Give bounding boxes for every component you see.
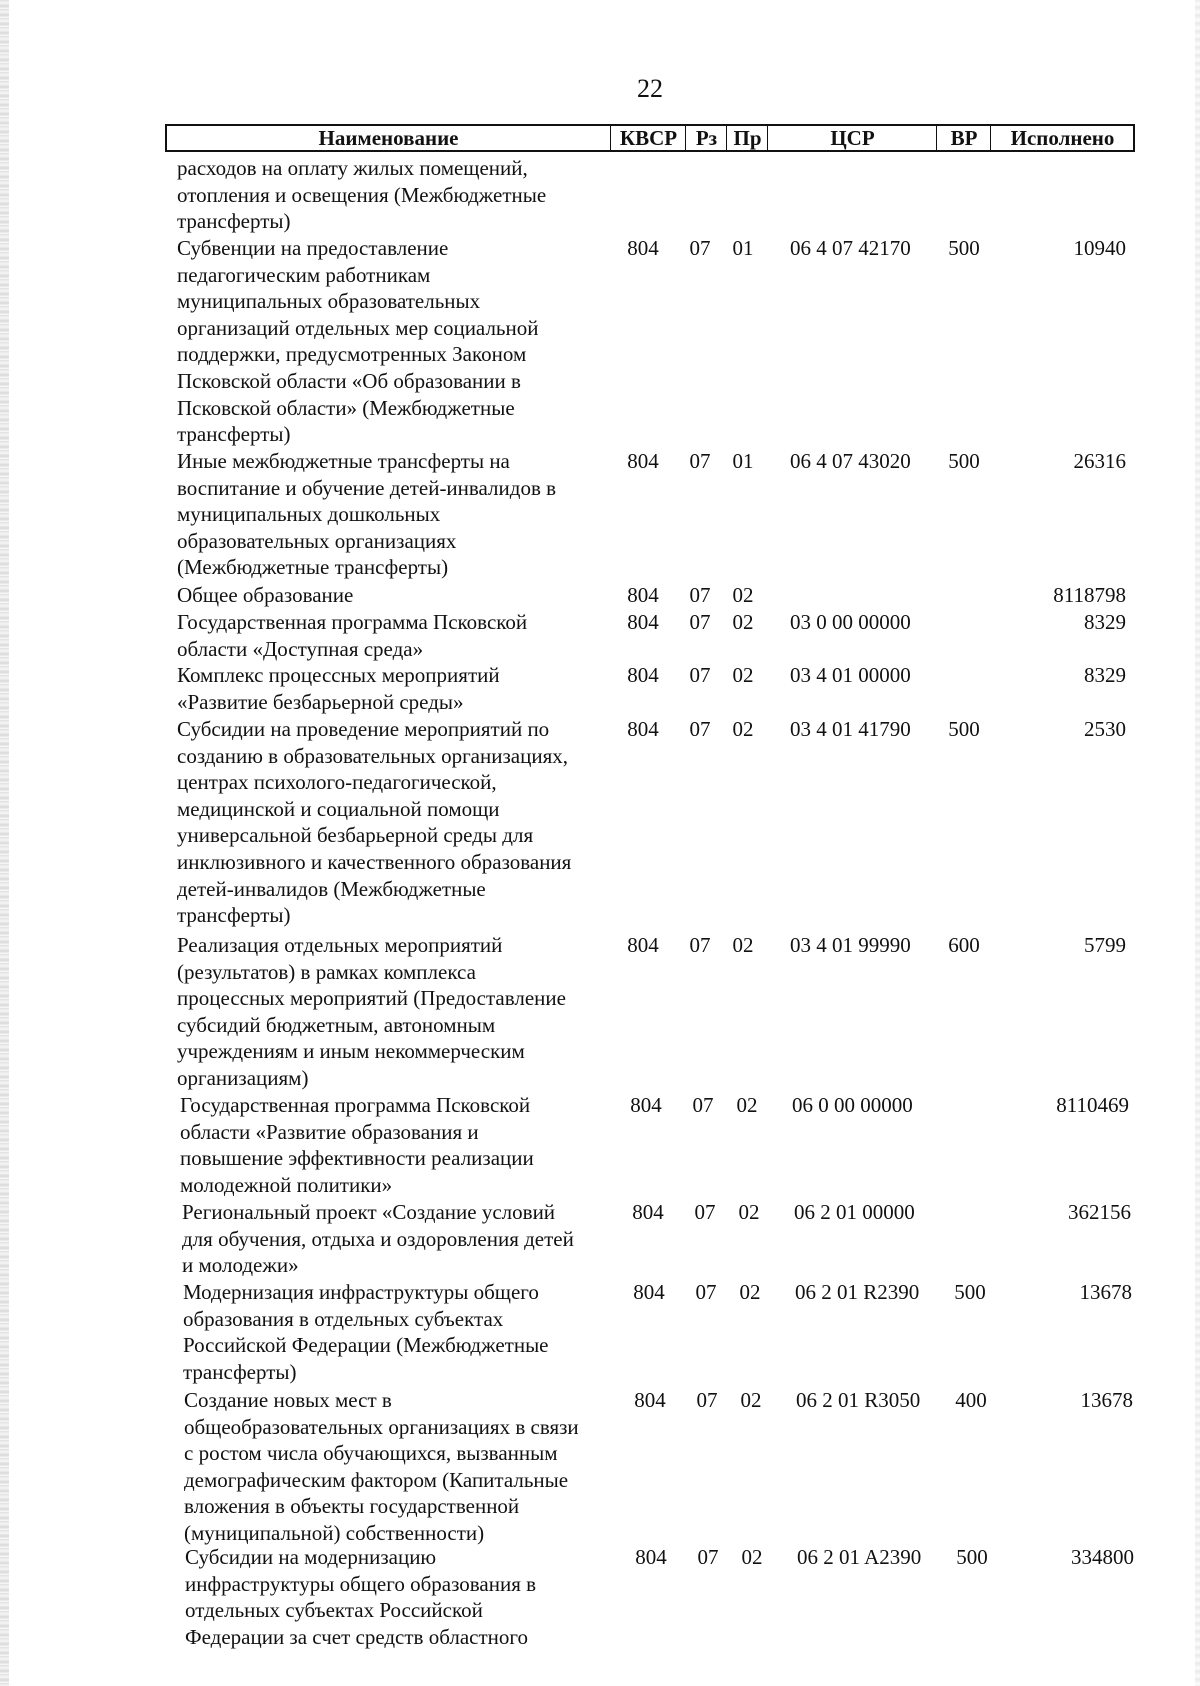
header-kvsr: КВСР (610, 126, 686, 150)
cell-name: Субсидии на модернизацию инфраструктуры общего образования в отдельных субъектах Российской Федерации за счет средств областного (185, 1545, 537, 1649)
cell-name: Реализация отдельных мероприятий (результатов) в рамках комплекса процессных мероприятий (Предоставление субсидий бюджетным, автономным учреждениям и иным некоммерческим организациям) (177, 933, 566, 1090)
cell-executed: 5799 (1084, 933, 1126, 957)
cell-name: Создание новых мест в общеобразовательных организациях в связи с ростом числа обучающихся, вызванным демографическим фактором (Капитальные вложения в объекты государственной (муниципальной) собственности) (184, 1388, 579, 1545)
cell-kvsr: 804 (627, 663, 659, 687)
cell-executed: 8118798 (1053, 583, 1126, 607)
cell-pr: 01 (732, 236, 754, 260)
cell-csr: 06 0 00 00000 (792, 1093, 913, 1117)
cell-executed: 8110469 (1056, 1093, 1129, 1117)
cell-rz: 07 (689, 933, 711, 957)
cell-kvsr: 804 (627, 933, 659, 957)
cell-pr: 02 (732, 663, 754, 687)
header-csr: ЦСР (767, 126, 937, 150)
cell-kvsr: 804 (627, 583, 659, 607)
cell-csr: 06 4 07 42170 (790, 236, 911, 260)
cell-rz: 07 (694, 1200, 716, 1224)
cell-pr: 02 (738, 1200, 760, 1224)
cell-executed: 334800 (1071, 1545, 1134, 1569)
cell-executed: 362156 (1068, 1200, 1131, 1224)
cell-csr: 03 4 01 00000 (790, 663, 911, 687)
cell-rz: 07 (689, 449, 711, 473)
cell-vr: 500 (948, 717, 980, 741)
cell-rz: 07 (689, 236, 711, 260)
cell-pr: 02 (732, 583, 754, 607)
cell-executed: 8329 (1084, 610, 1126, 634)
cell-name: Государственная программа Псковской области «Доступная среда» (177, 610, 528, 661)
cell-executed: 8329 (1084, 663, 1126, 687)
cell-csr: 03 0 00 00000 (790, 610, 911, 634)
cell-pr: 01 (732, 449, 754, 473)
cell-kvsr: 804 (630, 1093, 662, 1117)
header-vr: ВР (936, 126, 991, 150)
cell-csr: 06 2 01 R2390 (795, 1280, 920, 1304)
cell-pr: 02 (732, 610, 754, 634)
cell-executed: 13678 (1079, 1280, 1132, 1304)
cell-kvsr: 804 (627, 717, 659, 741)
cell-csr: 06 2 01 A2390 (797, 1545, 922, 1569)
cell-name: Иные межбюджетные трансферты на воспитание и обучение детей-инвалидов в муниципальных дошкольных образовательных организациях (Межбюджетные трансферты) (177, 449, 557, 580)
cell-name: Общее образование (177, 583, 354, 607)
cell-csr: 03 4 01 41790 (790, 717, 911, 741)
cell-csr: 06 2 01 R3050 (796, 1388, 921, 1412)
cell-pr: 02 (732, 933, 754, 957)
header-executed: Исполнено (990, 126, 1134, 150)
cell-name: Государственная программа Псковской области «Развитие образования и повышение эффективности реализации молодежной политики» (180, 1093, 534, 1197)
cell-rz: 07 (689, 610, 711, 634)
header-rz: Рз (685, 126, 727, 150)
cell-rz: 07 (689, 583, 711, 607)
cell-executed: 2530 (1084, 717, 1126, 741)
cell-name: Региональный проект «Создание условий для обучения, отдыха и оздоровления детей и молодежи» (182, 1200, 574, 1278)
cell-executed: 13678 (1080, 1388, 1133, 1412)
cell-kvsr: 804 (635, 1545, 667, 1569)
cell-executed: 26316 (1073, 449, 1126, 473)
cell-executed: 10940 (1073, 236, 1126, 260)
cell-kvsr: 804 (632, 1200, 664, 1224)
cell-rz: 07 (697, 1545, 719, 1569)
cell-name: расходов на оплату жилых помещений, отопления и освещения (Межбюджетные трансферты) (177, 156, 547, 234)
cell-vr: 500 (956, 1545, 988, 1569)
cell-kvsr: 804 (633, 1280, 665, 1304)
cell-pr: 02 (739, 1280, 761, 1304)
cell-kvsr: 804 (627, 449, 659, 473)
header-pr: Пр (726, 126, 768, 150)
cell-vr: 600 (948, 933, 980, 957)
cell-vr: 500 (948, 236, 980, 260)
cell-kvsr: 804 (634, 1388, 666, 1412)
cell-csr: 06 4 07 43020 (790, 449, 911, 473)
cell-name: Модернизация инфраструктуры общего образования в отдельных субъектах Российской Федерации (Межбюджетные трансферты) (183, 1280, 549, 1384)
cell-rz: 07 (695, 1280, 717, 1304)
cell-rz: 07 (696, 1388, 718, 1412)
cell-pr: 02 (740, 1388, 762, 1412)
cell-vr: 500 (948, 449, 980, 473)
cell-pr: 02 (741, 1545, 763, 1569)
cell-pr: 02 (732, 717, 754, 741)
cell-rz: 07 (689, 717, 711, 741)
cell-rz: 07 (689, 663, 711, 687)
cell-csr: 06 2 01 00000 (794, 1200, 915, 1224)
header-name: Наименование (318, 126, 459, 150)
cell-kvsr: 804 (627, 236, 659, 260)
cell-vr: 500 (954, 1280, 986, 1304)
cell-name: Субсидии на проведение мероприятий по созданию в образовательных организациях, центрах психолого-педагогической, медицинской и социальной помощи универсальной безбарьерной среды для инклюзивного и качественного образования детей-инвалидов (Межбюджетные трансферты) (177, 717, 572, 928)
page-number: 22 (637, 74, 663, 103)
cell-name: Субвенции на предоставление педагогическим работникам муниципальных образовательных организаций отдельных мер социальной поддержки, предусмотренных Законом Псковской области «Об образовании в Псковской области» (Межбюджетные трансферты) (177, 236, 539, 447)
cell-name: Комплекс процессных мероприятий «Развитие безбарьерной среды» (177, 663, 500, 714)
cell-rz: 07 (692, 1093, 714, 1117)
cell-kvsr: 804 (627, 610, 659, 634)
cell-pr: 02 (736, 1093, 758, 1117)
cell-vr: 400 (955, 1388, 987, 1412)
cell-csr: 03 4 01 99990 (790, 933, 911, 957)
